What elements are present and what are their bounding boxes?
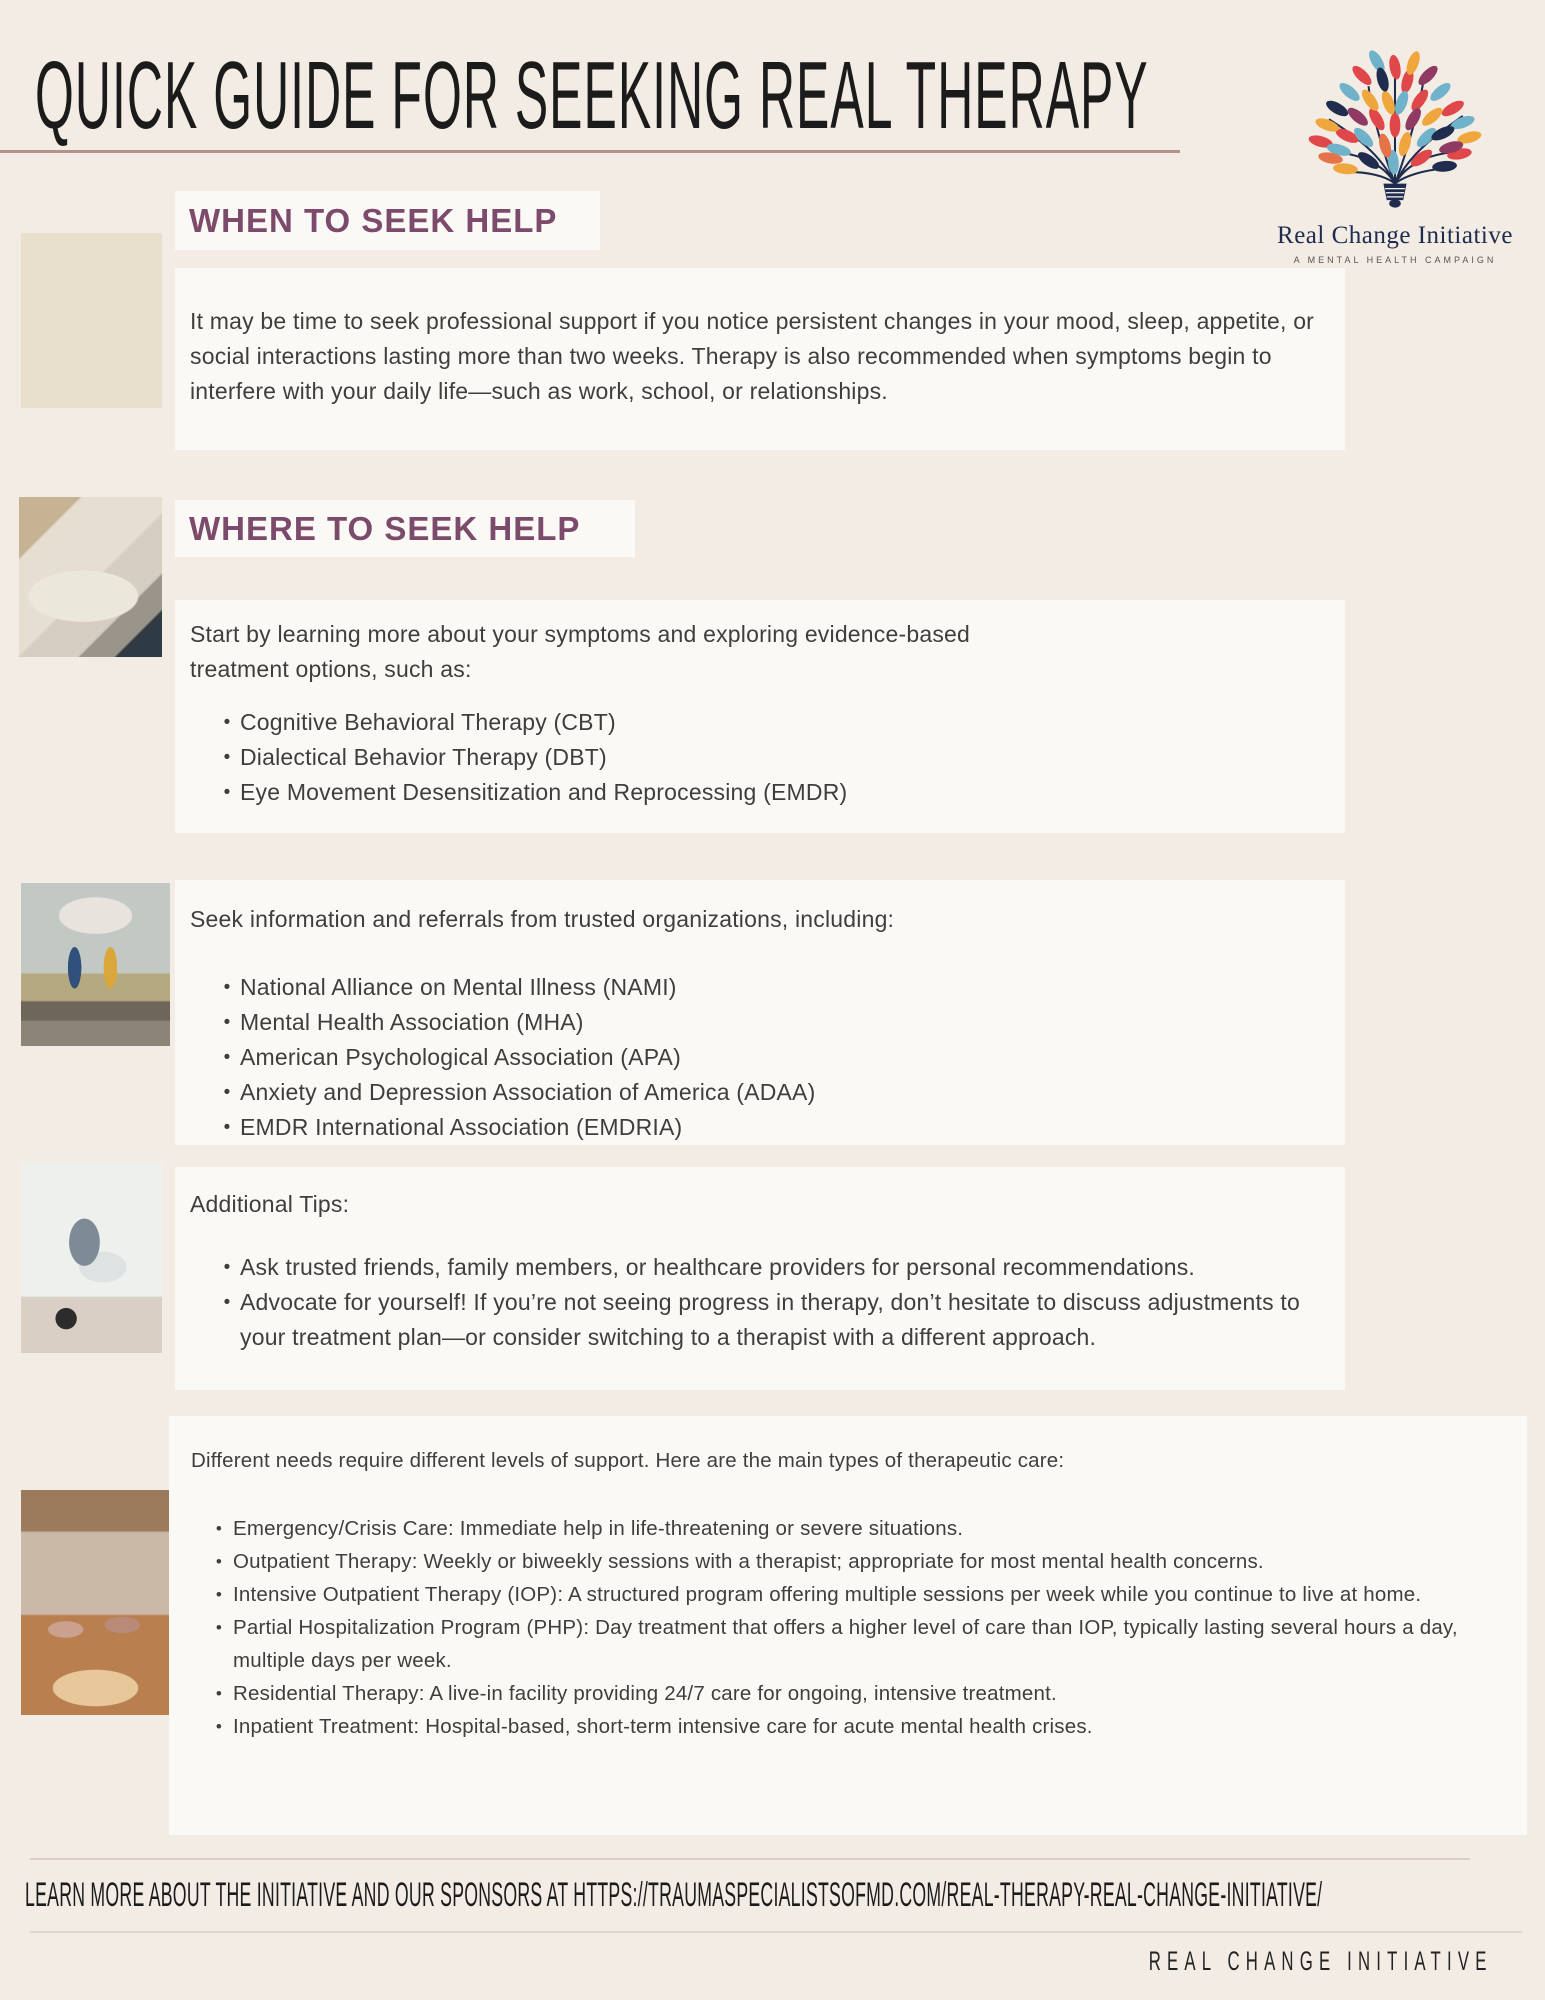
bullet-dot-icon: • <box>223 1117 231 1138</box>
list-item-label: EMDR International Association (EMDRIA) <box>240 1114 683 1140</box>
list-item <box>191 1677 1497 1710</box>
treatment-options-card <box>175 600 1345 833</box>
logo-brand-text: Real Change Initiative <box>1277 222 1513 249</box>
list-item-label: Emergency/Crisis Care: Immediate help in life-threatening or severe situations. <box>233 1517 964 1540</box>
treatment-intro-line1: Start by learning more about your symptoms and exploring evidence-based <box>190 621 971 647</box>
list-item <box>190 1250 1325 1285</box>
list-item <box>191 1545 1497 1578</box>
section-heading-where <box>175 500 635 557</box>
bullet-dot-icon: • <box>223 747 231 768</box>
section-heading-when-label: WHEN TO SEEK HELP <box>189 201 558 239</box>
list-item-label: American Psychological Association (APA) <box>240 1044 681 1070</box>
bullet-dot-icon: • <box>223 1047 231 1068</box>
bullet-dot-icon: • <box>223 977 231 998</box>
additional-tips-card <box>175 1167 1345 1390</box>
list-item-label: Eye Movement Desensitization and Reprocessing (EMDR) <box>240 779 848 805</box>
list-item <box>191 1578 1497 1611</box>
additional-tips-intro: Additional Tips: <box>190 1191 350 1217</box>
list-item <box>191 1710 1497 1743</box>
section-heading-where-label: WHERE TO SEEK HELP <box>189 509 581 547</box>
title-underline <box>0 150 1180 153</box>
photo-two-women-talking <box>21 233 162 408</box>
list-item-label: National Alliance on Mental Illness (NAMI) <box>240 974 677 1000</box>
list-item-label: Dialectical Behavior Therapy (DBT) <box>240 744 607 770</box>
footer-divider-top <box>30 1858 1470 1860</box>
bullet-dot-icon: • <box>215 1552 223 1571</box>
bullet-dot-icon: • <box>215 1717 223 1736</box>
bullet-dot-icon: • <box>215 1684 223 1703</box>
list-item <box>190 1040 1325 1075</box>
list-item <box>190 1285 1325 1355</box>
footer-brand-text: REAL CHANGE INITIATIVE <box>1149 1946 1493 1976</box>
list-item-label: Anxiety and Depression Association of America (ADAA) <box>240 1079 816 1105</box>
list-item <box>190 705 1325 740</box>
photo-open-book <box>19 497 162 657</box>
bullet-dot-icon: • <box>223 1082 231 1103</box>
bullet-dot-icon: • <box>215 1519 223 1538</box>
list-item <box>190 1005 1325 1040</box>
list-item <box>191 1512 1497 1545</box>
levels-of-care-card <box>169 1416 1527 1835</box>
list-item-label: Intensive Outpatient Therapy (IOP): A structured program offering multiple sessions per week while you continue to live at home. <box>233 1583 1422 1606</box>
list-item <box>190 1075 1325 1110</box>
list-item-label: Mental Health Association (MHA) <box>240 1009 584 1035</box>
list-item-label: Cognitive Behavioral Therapy (CBT) <box>240 709 616 735</box>
photo-yoga-class <box>21 1490 170 1715</box>
bullet-dot-icon: • <box>223 1292 231 1313</box>
list-item <box>191 1611 1497 1677</box>
list-item-label: Inpatient Treatment: Hospital-based, short-term intensive care for acute mental health crises. <box>233 1715 1093 1738</box>
footer-divider-bottom <box>30 1931 1522 1933</box>
bullet-dot-icon: • <box>223 712 231 733</box>
bullet-dot-icon: • <box>223 782 231 803</box>
logo-tagline: A MENTAL HEALTH CAMPAIGN <box>1293 255 1497 265</box>
list-item-label: Advocate for yourself! If you’re not seeing progress in therapy, don’t hesitate to discuss adjustments to your treatment plan—or consider switching to a therapist with a different approach. <box>240 1289 1300 1350</box>
list-item-label: Partial Hospitalization Program (PHP): Day treatment that offers a higher level of care than IOP, typically lasting several hours a day, multiple days per week. <box>233 1616 1458 1672</box>
list-item <box>190 970 1325 1005</box>
organizations-intro: Seek information and referrals from trusted organizations, including: <box>190 906 895 932</box>
bullet-dot-icon: • <box>215 1618 223 1637</box>
levels-intro: Different needs require different levels of support. Here are the main types of therapeutic care: <box>191 1449 1065 1472</box>
list-item <box>190 775 1325 810</box>
bullet-dot-icon: • <box>215 1585 223 1604</box>
when-to-seek-help-card <box>175 268 1345 450</box>
list-item-label: Outpatient Therapy: Weekly or biweekly sessions with a therapist; appropriate for most mental health concerns. <box>233 1550 1264 1573</box>
organizations-card <box>175 880 1345 1145</box>
footer-learn-more-text: LEARN MORE ABOUT THE INITIATIVE AND OUR SPONSORS AT HTTPS://TRAUMASPECIALISTSOFMD.COM/REAL-THERAPY-REAL-CHANGE-INITIATIVE/ <box>25 1876 1323 1914</box>
photo-two-men-outdoors <box>21 883 170 1046</box>
section-heading-when <box>175 191 600 250</box>
logo-tree-lightbulb-icon <box>1250 30 1540 220</box>
treatment-intro-line2: treatment options, such as: <box>190 656 472 682</box>
page-title: QUICK GUIDE FOR SEEKING REAL THERAPY <box>35 42 1149 149</box>
list-item <box>190 1110 1325 1145</box>
bullet-dot-icon: • <box>223 1012 231 1033</box>
bullet-dot-icon: • <box>223 1257 231 1278</box>
list-item-label: Residential Therapy: A live-in facility providing 24/7 care for ongoing, intensive treatment. <box>233 1682 1057 1705</box>
list-item-label: Ask trusted friends, family members, or healthcare providers for personal recommendations. <box>240 1254 1196 1280</box>
photo-man-wheelchair-laptop <box>21 1162 162 1353</box>
logo <box>1242 30 1545 265</box>
when-to-seek-help-paragraph: It may be time to seek professional support if you notice persistent changes in your mood, sleep, appetite, or social interactions lasting more than two weeks. Therapy is also recommended when symptoms begin to interfere with your daily life—such as work, school, or relationships. <box>190 308 1315 404</box>
list-item <box>190 740 1325 775</box>
